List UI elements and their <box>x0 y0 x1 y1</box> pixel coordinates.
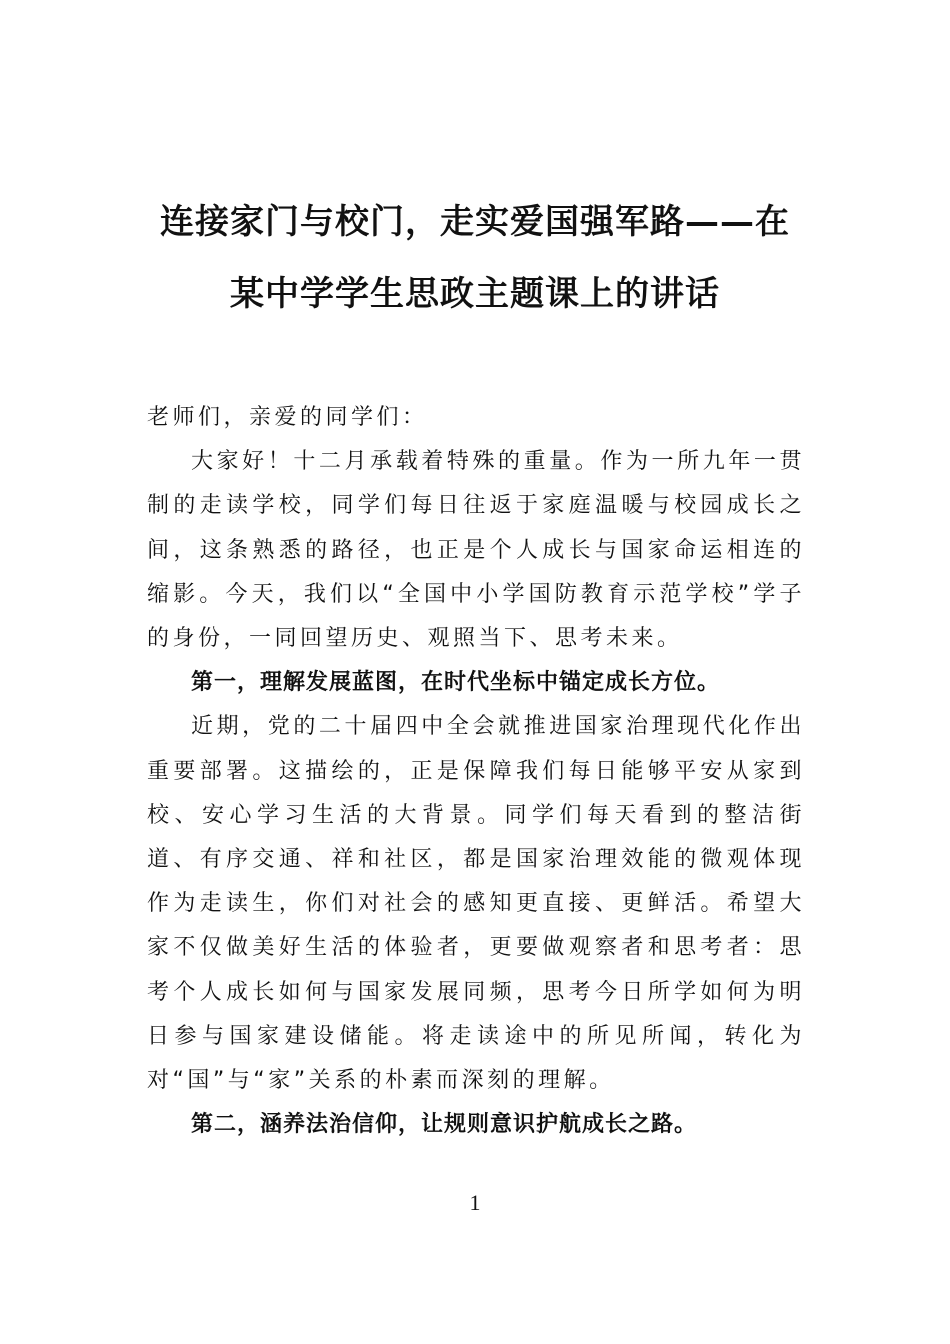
paragraph-section-1: 近期，党的二十届四中全会就推进国家治理现代化作出重要部署。这描绘的，正是保障我们每日能够平安从家到校、安心学习生活的大背景。同学们每天看到的整洁街道、有序交通、祥和社区，都是国家治理效能的微观体现作为走读生，你们对社会的感知更直接、更鲜活。希望大家不仅做美好生活的体验者，更要做观察者和思考者：思考个人成长如何与国家发展同频，思考今日所学如何为明日参与国家建设储能。将走读途中的所见所闻，转化为对“国”与“家”关系的朴素而深刻的理解。 <box>147 714 805 1094</box>
title-line-1: 连接家门与校门，走实爱国强军路——在 <box>160 202 790 242</box>
document-body <box>147 396 805 1147</box>
section-heading-1: 第一，理解发展蓝图，在时代坐标中锚定成长方位。 <box>191 670 721 696</box>
title-line-2: 某中学学生思政主题课上的讲话 <box>230 274 720 314</box>
paragraph-greeting: 大家好！十二月承载着特殊的重量。作为一所九年一贯制的走读学校，同学们每日往返于家庭温暖与校园成长之间，这条熟悉的路径，也正是个人成长与国家命运相连的缩影。今天，我们以“全国中小学国防教育示范学校”学子的身份，一同回望历史、观照当下、思考未来。 <box>147 449 805 652</box>
document-title <box>130 186 820 330</box>
salutation: 老师们，亲爱的同学们： <box>147 405 428 430</box>
section-heading-2: 第二，涵养法治信仰，让规则意识护航成长之路。 <box>191 1112 698 1138</box>
page-number: 1 <box>469 1190 481 1215</box>
